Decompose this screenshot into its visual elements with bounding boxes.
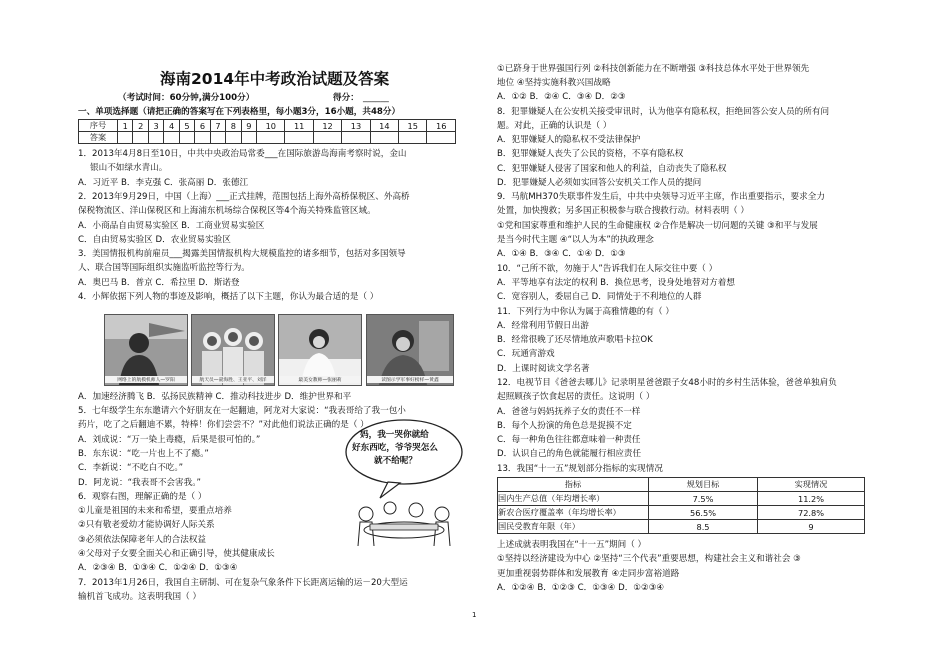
answer-cell[interactable] — [210, 132, 225, 144]
option-line: A．①②④ B．①②③ C．①③④ D．①②③④ — [497, 583, 665, 593]
question-line: 3．美国情报机构前雇员___揭露美国情报机构大规模监控的诸多细节，包括对多国领导 — [78, 249, 406, 259]
statement-line: ①已跻身于世界强国行列 ②科技创新能力在不断增强 ③科技总体水平处于世界领先 — [497, 64, 810, 74]
table-row — [498, 506, 865, 520]
answer-cell[interactable] — [257, 132, 285, 144]
astronauts-photo-icon — [192, 315, 274, 385]
option-line: A．②③④ B．①③④ C．①②④ D．①③④ — [78, 563, 238, 573]
statement-line: ①党和国家尊重和维护人民的生命健康权 ②合作是解决一切问题的关键 ③和平与发展 — [497, 221, 818, 231]
option-line: A．①④ B．③④ C．①④ D．①③ — [497, 249, 626, 259]
photo-caption: 最美女教师—张丽莉 — [279, 376, 361, 383]
question-line: 保税物流区、洋山保税区和上海浦东机场综合保税区等4个海关特殊监管区域。 — [78, 206, 376, 216]
indicator-header-cell: 指标 — [498, 478, 649, 492]
section-heading: 一、单项选择题（请把正确的答案写在下列表格里，每小题3分，16小题，共48分） — [78, 107, 401, 117]
question-line: 输机首飞成功。这表明我国（ ） — [78, 592, 202, 602]
question-line: 1．2013年4月8日至10日，中共中央政治局常委___在国际旅游岛海南考察时说，金山 — [78, 149, 407, 159]
indicator-actual-cell: 11.2% — [758, 492, 865, 506]
option-line: D．上课时阅读文学名著 — [497, 364, 590, 374]
option-line: B．每个人扮演的角色总是捉摸不定 — [497, 421, 632, 431]
answer-number: 9 — [241, 120, 256, 132]
option-line: C．李新说：“不吃白不吃。” — [78, 463, 184, 473]
answer-table-row2-label: 答案 — [79, 132, 118, 144]
option-line: B．犯罪嫌疑人丧失了公民的资格，不享有隐私权 — [497, 149, 684, 159]
question-line: 7．2013年1月26日，我国自主研制、可在复杂气象条件下长距离运输的运－20大型运 — [78, 578, 408, 588]
option-line: A．加速经济腾飞 B．弘扬民族精神 C．推动科技进步 D．维护世界和平 — [78, 392, 352, 402]
option-line: A．小商品自由贸易实验区 B．工商业贸易实验区 — [78, 221, 265, 231]
person-photo-icon — [367, 315, 453, 385]
answer-cell[interactable] — [195, 132, 210, 144]
indicator-name-cell: 新农合医疗覆盖率（年均增长率） — [498, 506, 649, 520]
speech-bubble-line: 妈，我一哭你就给 — [360, 430, 429, 440]
option-line: C．每一种角色往往都意味着一种责任 — [497, 435, 641, 445]
question-line: 人、联合国等国际组织实施监听监控等行为。 — [78, 263, 250, 273]
question-line: 9．马航MH370失联事件发生后，中共中央领导习近平主席，作出重要指示，要求全力 — [497, 192, 825, 202]
indicator-table-header — [498, 478, 865, 492]
option-line: A．①② B．②④ C．③④ D．②③ — [497, 92, 626, 102]
score-label: 得分： — [333, 93, 359, 103]
answer-number: 1 — [118, 120, 133, 132]
answer-number: 11 — [285, 120, 313, 132]
answer-cell[interactable] — [133, 132, 148, 144]
statement-line: ①儿童是祖国的未来和希望，要重点培养 — [78, 506, 232, 516]
option-line: D．犯罪嫌疑人必须如实回答公安机关工作人员的提问 — [497, 178, 702, 188]
option-line: A．经常利用节假日出游 — [497, 321, 589, 331]
question-line: 题。对此，正确的认识是（ ） — [497, 121, 612, 131]
statement-line: ②只有敬老爱幼才能协调好人际关系 — [78, 520, 215, 530]
answer-number: 6 — [195, 120, 210, 132]
answer-table-row1-label: 序号 — [79, 120, 118, 132]
speech-bubble-line: 就不给呢？ — [374, 456, 417, 466]
question-line: 上述成就表明我国在“十一五”期间（ ） — [497, 540, 647, 550]
option-line: C．宽容别人，委屈自己 D．同情处于不利地位的人群 — [497, 292, 702, 302]
indicator-name-cell: 国内生产总值（年均增长率） — [498, 492, 649, 506]
indicator-actual-cell: 9 — [758, 520, 865, 534]
photo-caption: 网络上的航模机师人—罗阳 — [105, 376, 187, 383]
photo-caption: 读图示学军事好榜样—黄鑫 — [367, 376, 453, 383]
answer-number: 14 — [370, 120, 398, 132]
answer-number: 4 — [164, 120, 179, 132]
answer-cell[interactable] — [226, 132, 241, 144]
answer-number: 8 — [226, 120, 241, 132]
table-row — [498, 520, 865, 534]
answer-number: 5 — [179, 120, 194, 132]
answer-cell[interactable] — [179, 132, 194, 144]
option-line: A．刘成说：“万一染上毒瘾，后果是很可怕的。” — [78, 435, 261, 445]
question-line: 11．下列行为中你认为属于高雅情趣的有（ ） — [497, 307, 674, 317]
indicator-target-cell: 8.5 — [649, 520, 758, 534]
indicator-target-cell: 56.5% — [649, 506, 758, 520]
photo-astronauts — [191, 314, 275, 386]
indicator-actual-cell: 72.8% — [758, 506, 865, 520]
exam-info: （考试时间：60分钟,满分100分） — [118, 93, 255, 103]
photo-huang-xin — [366, 314, 454, 386]
question-line: 13．我国“十一五”规划部分指标的实现情况 — [497, 464, 663, 474]
answer-number: 12 — [313, 120, 341, 132]
photo-caption: 航天员—聂海胜、王亚平、刘洋 — [192, 376, 274, 383]
answer-cell[interactable] — [342, 132, 370, 144]
question-line: 4．小辉依据下列人物的事迹及影响，概括了以下主题，你认为最合适的是（ ） — [78, 292, 379, 302]
question-line: 8．犯罪嫌疑人在公安机关接受审讯时，认为他享有隐私权，拒绝回答公安人员的所有问 — [497, 107, 830, 117]
answer-cell[interactable] — [399, 132, 427, 144]
question-line: 2．2013年9月29日，中国（上海）___正式挂牌，范围包括上海外高桥保税区、外高桥 — [78, 192, 410, 202]
option-line: B．东东说：“吃一片也上不了瘾。” — [78, 449, 209, 459]
answer-number: 7 — [210, 120, 225, 132]
option-line: C．自由贸易实验区 D．农业贸易实验区 — [78, 235, 231, 245]
question-line: 药片，吃了之后翻迪不累，特棒！你们尝尝不？”对此他们说法正确的是（ ） — [78, 420, 369, 430]
answer-number: 10 — [257, 120, 285, 132]
table-row — [498, 492, 865, 506]
statement-line: 地位 ④坚持实施科教兴国战略 — [497, 78, 611, 88]
statement-line: ①坚持以经济建设为中心 ②坚持“三个代表”重要思想，构建社会主义和谐社会 ③ — [497, 554, 801, 564]
answer-cell[interactable] — [313, 132, 341, 144]
option-line: A．奥巴马 B．普京 C．希拉里 D．斯诺登 — [78, 278, 240, 288]
question-line: 6．观察右图，理解正确的是（ ） — [78, 492, 207, 502]
option-line: B．经常很晚了还尽情地放声歌唱卡拉OK — [497, 335, 653, 345]
statement-line: 更加重视弱势群体和发展教育 ④走同步富裕道路 — [497, 569, 680, 579]
indicator-header-cell: 规划目标 — [649, 478, 758, 492]
statement-line: 是当今时代主题 ④“以人为本”的执政理念 — [497, 235, 654, 245]
answer-cell[interactable] — [164, 132, 179, 144]
option-line: A．爸爸与妈妈抚养子女的责任不一样 — [497, 407, 641, 417]
answer-number: 15 — [399, 120, 427, 132]
indicator-target-cell: 7.5% — [649, 492, 758, 506]
page-number: 1 — [472, 611, 477, 619]
option-line: C．玩通宵游戏 — [497, 349, 555, 359]
option-line: D．阿龙说：“我表哥不会害我。” — [78, 478, 201, 488]
answer-number: 16 — [427, 120, 456, 132]
photo-luo-yang — [104, 314, 188, 386]
question-line: 处置，加快搜救；另多国正积极参与联合搜救行动。材料表明（ ） — [497, 206, 749, 216]
option-line: A．犯罪嫌疑人的隐私权不受法律保护 — [497, 135, 641, 145]
option-line: D．认识自己的角色就能履行相应责任 — [497, 449, 642, 459]
cartoon — [344, 418, 466, 546]
answer-table — [78, 119, 456, 144]
teacher-photo-icon — [279, 315, 361, 385]
question-line: 12．电视节目《爸爸去哪儿》记录明星爸爸跟子女48小时的乡村生活体验，爸爸单独肩负 — [497, 378, 837, 388]
option-line: A．平等地享有法定的权利 B．换位思考，设身处地替对方着想 — [497, 278, 735, 288]
statement-line: ③必须依法保障老年人的合法权益 — [78, 535, 207, 545]
page-title: 海南2014年中考政治试题及答案 — [160, 70, 390, 88]
answer-number: 2 — [133, 120, 148, 132]
question-line: 10．“己所不欲，勿施于人”告诉我们在人际交往中要（ ） — [497, 264, 718, 274]
photo-teacher — [278, 314, 362, 386]
answer-table-answer-row — [79, 132, 456, 144]
answer-number: 13 — [342, 120, 370, 132]
answer-cell[interactable] — [285, 132, 313, 144]
answer-cell[interactable] — [427, 132, 456, 144]
answer-cell[interactable] — [241, 132, 256, 144]
indicator-name-cell: 国民受教育年限（年） — [498, 520, 649, 534]
answer-cell[interactable] — [370, 132, 398, 144]
speech-bubble-line: 好东西吃，爷爷哭怎么 — [352, 443, 438, 453]
answer-table-number-row — [79, 120, 456, 132]
score-blank[interactable]: ______ — [363, 93, 389, 103]
question-line: 5．七年级学生东东邀请六个好朋友在一起翻迪，阿龙对大家说：“我表哥给了我一包小 — [78, 406, 406, 416]
option-line: C．犯罪嫌疑人侵害了国家和他人的利益，自动丧失了隐私权 — [497, 164, 727, 174]
answer-cell[interactable] — [148, 132, 163, 144]
indicator-header-cell: 实现情况 — [758, 478, 865, 492]
question-line: 起照顾孩子饮食起居的责任。这说明（ ） — [497, 392, 655, 402]
question-line: 银山不如绿水青山。 — [90, 163, 168, 173]
statement-line: ④父母对子女要全面关心和正确引导，使其健康成长 — [78, 549, 275, 559]
indicator-table — [497, 477, 865, 534]
person-photo-icon — [105, 315, 187, 385]
option-line: A．习近平 B．李克强 C．张高丽 D．张德江 — [78, 178, 249, 188]
answer-number: 3 — [148, 120, 163, 132]
answer-cell[interactable] — [118, 132, 133, 144]
